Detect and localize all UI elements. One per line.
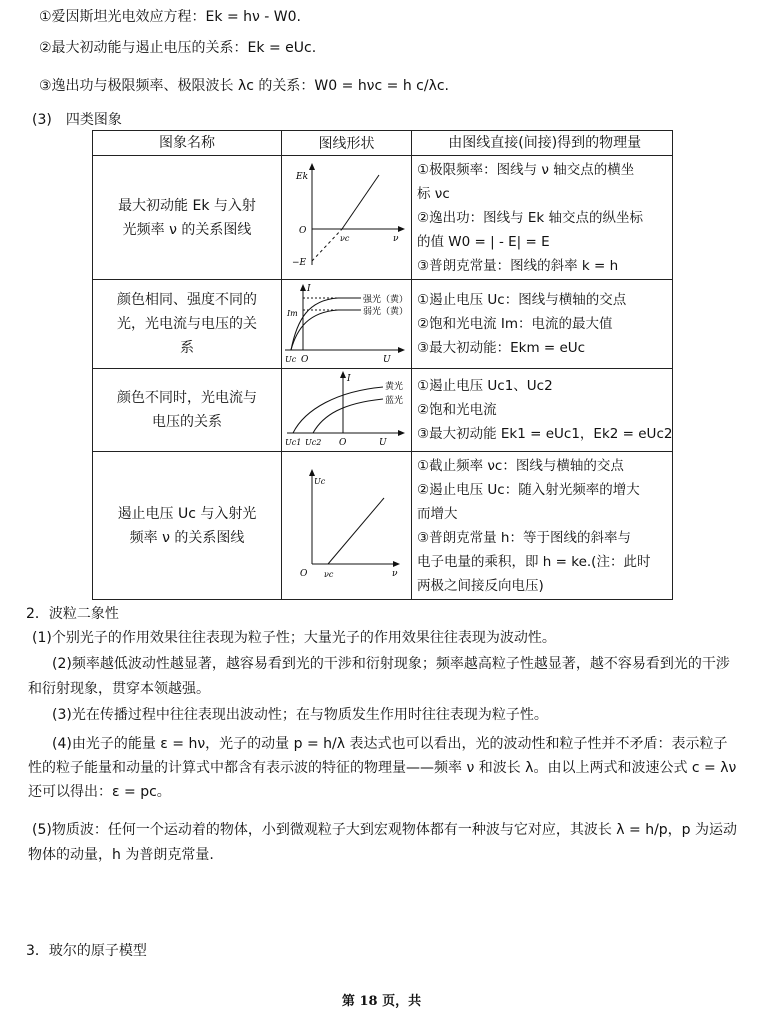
- origin-label: O: [300, 355, 308, 364]
- intercept-label: νc: [340, 233, 350, 243]
- axis-label-ek: Ek: [296, 171, 309, 182]
- row1-name-line: 最大初动能 Ek 与入射: [118, 197, 256, 214]
- row2-name-line: 系: [180, 340, 194, 356]
- uc1-label: Uc1: [284, 438, 301, 447]
- row4-info: [412, 452, 673, 600]
- weak-light-label: 弱光（黄）: [362, 307, 408, 317]
- blue-light-label: 蓝光: [384, 396, 403, 406]
- paragraph-4: (4)由光子的能量 ε = hν，光子的动量 p = h/λ 表达式也可以看出，光的波动性和粒子性并不矛盾：表示粒子性的粒子能量和动量的计算式中都含有表示波的特征的物理量——频率 ν 和波长 λ。由以上两式和波速公式 c = λν 还可以得出：ε = pc。: [28, 736, 737, 800]
- row2-info-line: ①遏止电压 Uc：图线与横轴的交点: [417, 292, 627, 308]
- neg-e-label: −E: [292, 257, 307, 268]
- current-voltage-intensity-graph: [283, 280, 411, 364]
- axis-label-i: I: [346, 374, 351, 384]
- row3-info-line: ②饱和光电流: [417, 402, 497, 418]
- origin-label: O: [338, 438, 346, 447]
- formula-ek-uc: ②最大初动能与遏止电压的关系：Ek = eUc.: [39, 40, 317, 56]
- graph-table: [92, 130, 673, 600]
- header-physical-quantity: 由图线直接(间接)得到的物理量: [412, 131, 673, 156]
- row1-graph: [282, 156, 412, 280]
- formula-einstein: ①爱因斯坦光电效应方程：Ek = hν - W0.: [39, 9, 301, 25]
- paragraph-1: (1)个别光子的作用效果往往表现为粒子性；大量光子的作用效果往往表现为波动性。: [32, 630, 556, 646]
- axis-label-i: I: [306, 284, 311, 294]
- table-row: [93, 156, 673, 280]
- row2-info-line: ②饱和光电流 Im：电流的最大值: [417, 316, 613, 332]
- im-label: Im: [286, 309, 298, 318]
- row4-name-line: 遏止电压 Uc 与入射光: [117, 505, 257, 522]
- uc2-label: Uc2: [304, 438, 321, 447]
- row2-graph: [282, 280, 412, 369]
- strong-light-label: 强光（黄）: [362, 295, 408, 305]
- row1-name: [93, 156, 282, 280]
- paragraph-5: (5)物质波：任何一个运动着的物体，小到微观粒子大到宏观物体都有一种波与它对应，其波长 λ = h/p，p 为运动物体的动量，h 为普朗克常量.: [28, 822, 738, 863]
- row3-graph: [282, 369, 412, 452]
- row2-info-line: ③最大初动能：Ekm = eUc: [417, 340, 586, 356]
- section-bohr-title: 3．玻尔的原子模型: [26, 943, 147, 959]
- row1-name-line: 光频率 ν 的关系图线: [122, 221, 252, 238]
- axis-label-u: U: [378, 438, 387, 447]
- row4-info-line: 两极之间接反向电压): [417, 577, 544, 594]
- row4-info-line: ③普朗克常量 h：等于图线的斜率与: [417, 529, 631, 546]
- vc-label: νc: [324, 569, 334, 579]
- axis-label-nu: ν: [392, 568, 398, 579]
- row3-name: [93, 369, 282, 452]
- row2-info: [412, 280, 673, 369]
- paragraph-2: (2)频率越低波动性越显著，越容易看到光的干涉和衍射现象；频率越高粒子性越显著，越不容易看到光的干涉和衍射现象，贯穿本领越强。: [28, 656, 730, 697]
- ek-frequency-graph: [284, 157, 409, 275]
- table-row: [93, 369, 673, 452]
- row1-info-line: 的值 W0 = | - E| = E: [417, 233, 550, 250]
- row2-name-line: 光，光电流与电压的关: [117, 316, 257, 332]
- row4-info-line: 而增大: [417, 505, 458, 522]
- uc-label: Uc: [284, 355, 296, 364]
- table-row: [93, 452, 673, 600]
- yellow-light-label: 黄光: [384, 382, 403, 392]
- row1-info-line: ①极限频率：图线与 ν 轴交点的横坐: [417, 161, 635, 178]
- header-graph-name: 图象名称: [93, 131, 282, 156]
- row1-info-line: ③普朗克常量：图线的斜率 k = h: [417, 257, 619, 274]
- table-row: [93, 280, 673, 369]
- formula-work-function: ③逸出功与极限频率、极限波长 λc 的关系：W0 = hνc = h c/λc.: [39, 78, 450, 94]
- origin-label: O: [299, 225, 307, 236]
- row1-info-line: ②逸出功：图线与 Ek 轴交点的纵坐标: [417, 209, 644, 226]
- row4-name-line: 频率 ν 的关系图线: [129, 529, 245, 546]
- current-voltage-color-graph: [283, 369, 411, 447]
- row2-name-line: 颜色相同、强度不同的: [117, 292, 257, 308]
- row4-graph: [282, 452, 412, 600]
- origin-label: O: [300, 568, 308, 579]
- row1-info: [412, 156, 673, 280]
- uc-frequency-graph: [284, 464, 409, 584]
- row3-name-line: 电压的关系: [152, 414, 222, 430]
- axis-label-u: U: [382, 355, 391, 364]
- section-wave-particle-title: 2．波粒二象性: [26, 606, 119, 622]
- row4-info-line: ②遏止电压 Uc：随入射光频率的增大: [417, 481, 640, 498]
- row4-info-line: ①截止频率 νc：图线与横轴的交点: [417, 457, 624, 474]
- table-header-row: [93, 131, 673, 156]
- axis-label-nu: ν: [393, 233, 399, 244]
- row3-info: [412, 369, 673, 452]
- row4-name: [93, 452, 282, 600]
- page-footer: 第 18 页，共: [341, 994, 422, 1009]
- row3-info-line: ①遏止电压 Uc1、Uc2: [417, 378, 553, 394]
- row4-info-line: 电子电量的乘积，即 h = ke.(注：此时: [417, 553, 651, 570]
- row3-name-line: 颜色不同时，光电流与: [117, 390, 257, 406]
- row1-info-line: 标 νc: [417, 185, 450, 202]
- row3-info-line: ③最大初动能 Ek1 = eUc1，Ek2 = eUc2: [417, 426, 673, 442]
- axis-label-uc: Uc: [314, 476, 326, 486]
- header-graph-shape: 图线形状: [282, 131, 412, 156]
- section-four-graphs-title: (3) 四类图象: [32, 112, 122, 128]
- paragraph-3: (3)光在传播过程中往往表现出波动性；在与物质发生作用时往往表现为粒子性。: [52, 707, 548, 723]
- row2-name: [93, 280, 282, 369]
